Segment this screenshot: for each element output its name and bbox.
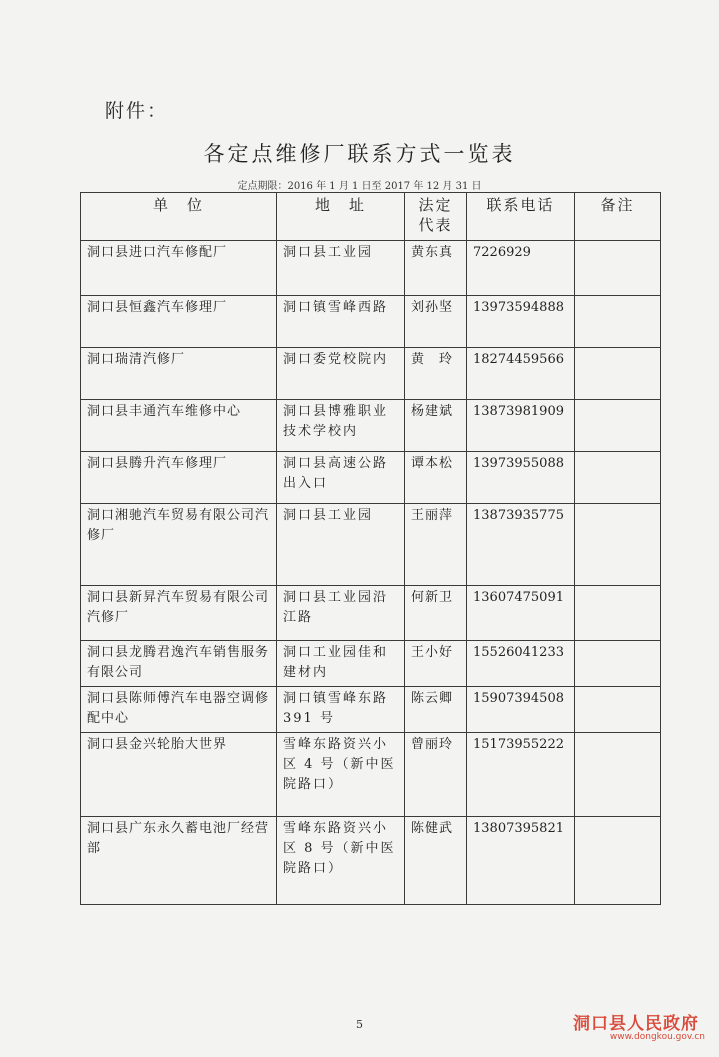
cell-address: 洞口县工业园	[277, 504, 405, 586]
cell-legal-rep: 陈健武	[405, 817, 467, 905]
validity-period: 定点期限：2016 年 1 月 1 日至 2017 年 12 月 31 日	[237, 181, 482, 192]
cell-address: 洞口县高速公路出入口	[277, 452, 405, 504]
cell-unit: 洞口瑞清汽修厂	[81, 348, 277, 400]
site-watermark-name: 洞口县人民政府	[573, 1014, 699, 1034]
cell-phone: 13873935775	[467, 504, 575, 586]
table-row	[81, 687, 661, 733]
page-number: 5	[356, 1018, 363, 1031]
cell-remarks	[575, 296, 661, 348]
column-header-phone: 联系电话	[467, 193, 575, 241]
cell-remarks	[575, 586, 661, 641]
table-row	[81, 817, 661, 905]
table-row	[81, 586, 661, 641]
cell-address: 雪峰东路资兴小区 8 号（新中医院路口）	[277, 817, 405, 905]
table-row	[81, 504, 661, 586]
cell-phone: 7226929	[467, 241, 575, 296]
cell-phone: 15173955222	[467, 733, 575, 817]
table-row	[81, 641, 661, 687]
cell-unit: 洞口县龙腾君逸汽车销售服务有限公司	[81, 641, 277, 687]
cell-address: 洞口工业园佳和建材内	[277, 641, 405, 687]
cell-unit: 洞口县广东永久蓄电池厂经营部	[81, 817, 277, 905]
table-row	[81, 452, 661, 504]
cell-remarks	[575, 817, 661, 905]
cell-legal-rep: 王小好	[405, 641, 467, 687]
cell-address: 洞口镇雪峰东路 391 号	[277, 687, 405, 733]
cell-unit: 洞口县新昇汽车贸易有限公司汽修厂	[81, 586, 277, 641]
table-row	[81, 296, 661, 348]
cell-phone: 15526041233	[467, 641, 575, 687]
cell-unit: 洞口湘驰汽车贸易有限公司汽修厂	[81, 504, 277, 586]
column-header-address: 地 址	[277, 193, 405, 241]
cell-remarks	[575, 400, 661, 452]
cell-unit: 洞口县陈师傅汽车电器空调修配中心	[81, 687, 277, 733]
cell-remarks	[575, 641, 661, 687]
cell-address: 洞口县工业园沿江路	[277, 586, 405, 641]
table-row	[81, 733, 661, 817]
cell-address: 洞口县博雅职业技术学校内	[277, 400, 405, 452]
cell-phone: 13807395821	[467, 817, 575, 905]
attachment-label: 附件：	[105, 100, 169, 122]
column-header-remarks: 备注	[575, 193, 661, 241]
cell-phone: 13973955088	[467, 452, 575, 504]
table-row	[81, 241, 661, 296]
cell-unit: 洞口县丰通汽车维修中心	[81, 400, 277, 452]
cell-address: 洞口县工业园	[277, 241, 405, 296]
cell-legal-rep: 黄 玲	[405, 348, 467, 400]
cell-legal-rep: 曾丽玲	[405, 733, 467, 817]
cell-legal-rep: 何新卫	[405, 586, 467, 641]
cell-legal-rep: 刘孙坚	[405, 296, 467, 348]
cell-legal-rep: 王丽萍	[405, 504, 467, 586]
repair-shop-table	[80, 192, 661, 905]
cell-remarks	[575, 452, 661, 504]
cell-unit: 洞口县进口汽车修配厂	[81, 241, 277, 296]
cell-legal-rep: 谭本松	[405, 452, 467, 504]
cell-legal-rep: 陈云卿	[405, 687, 467, 733]
cell-legal-rep: 黄东真	[405, 241, 467, 296]
cell-address: 雪峰东路资兴小区 4 号（新中医院路口）	[277, 733, 405, 817]
cell-unit: 洞口县腾升汽车修理厂	[81, 452, 277, 504]
cell-remarks	[575, 241, 661, 296]
cell-phone: 13607475091	[467, 586, 575, 641]
cell-phone: 15907394508	[467, 687, 575, 733]
cell-remarks	[575, 504, 661, 586]
cell-phone: 18274459566	[467, 348, 575, 400]
table-header-row	[81, 193, 661, 241]
page-title: 各定点维修厂联系方式一览表	[203, 142, 516, 166]
cell-unit: 洞口县金兴轮胎大世界	[81, 733, 277, 817]
cell-address: 洞口镇雪峰西路	[277, 296, 405, 348]
cell-remarks	[575, 687, 661, 733]
site-watermark-url: www.dongkou.gov.cn	[609, 1032, 705, 1042]
cell-address: 洞口委党校院内	[277, 348, 405, 400]
column-header-legal-rep: 法定代表	[405, 193, 467, 241]
column-header-unit: 单 位	[81, 193, 277, 241]
cell-legal-rep: 杨建斌	[405, 400, 467, 452]
cell-phone: 13873981909	[467, 400, 575, 452]
cell-phone: 13973594888	[467, 296, 575, 348]
table-row	[81, 400, 661, 452]
cell-unit: 洞口县恒鑫汽车修理厂	[81, 296, 277, 348]
cell-remarks	[575, 348, 661, 400]
cell-remarks	[575, 733, 661, 817]
table-row	[81, 348, 661, 400]
